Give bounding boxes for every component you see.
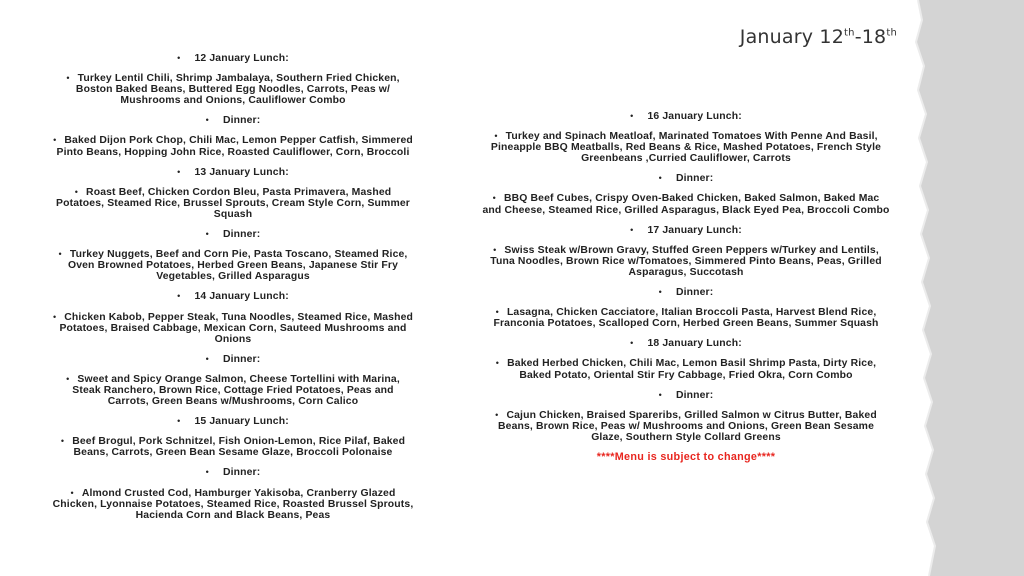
menu-items xyxy=(52,312,414,345)
menu-heading-text: 12 January Lunch: xyxy=(194,53,289,64)
bullet-icon: • xyxy=(205,353,209,364)
title-suffix-1: th xyxy=(844,27,855,39)
bullet-icon: • xyxy=(66,373,70,384)
menu-items-text: Beef Brogul, Pork Schnitzel, Fish Onion-Lemon, Rice Pilaf, Baked Beans, Carrots, Green Bean Sesame Glaze, Broccoli Polonaise xyxy=(72,436,406,459)
bullet-icon: • xyxy=(177,291,181,302)
menu-heading xyxy=(482,111,890,122)
bullet-icon: • xyxy=(630,338,634,349)
bullet-icon: • xyxy=(205,115,209,126)
bullet-icon: • xyxy=(205,467,209,478)
menu-items-text: Baked Dijon Pork Chop, Chili Mac, Lemon Pepper Catfish, Simmered Pinto Beans, Hopping John Rice, Roasted Cauliflower, Corn, Broccoli xyxy=(56,135,413,158)
bullet-icon: • xyxy=(495,307,499,318)
menu-items-text: Almond Crusted Cod, Hamburger Yakisoba, Cranberry Glazed Chicken, Lyonnaise Potatoes, Steamed Rice, Roasted Brussel Sprouts, Hacienda Corn and Black Beans, Peas xyxy=(52,487,414,521)
menu-heading-text: Dinner: xyxy=(222,229,261,241)
menu-heading xyxy=(52,53,414,64)
menu-heading-text: 13 January Lunch: xyxy=(194,166,289,178)
menu-items-text: Turkey Nuggets, Beef and Corn Pie, Pasta Toscano, Steamed Rice, Oven Browned Potatoes, Herbed Green Beans, Japanese Stir Fry Vegetables, Grilled Asparagus xyxy=(67,249,408,283)
menu-change-notice: ****Menu is subject to change**** xyxy=(596,450,776,463)
menu-heading xyxy=(482,338,890,349)
menu-heading xyxy=(52,229,414,240)
menu-heading-text: Dinner: xyxy=(222,115,261,127)
menu-heading xyxy=(52,467,414,478)
menu-heading-text: 16 January Lunch: xyxy=(647,111,742,122)
menu-items-text: Swiss Steak w/Brown Gravy, Stuffed Green Peppers w/Turkey and Lentils, Tuna Noodles, Brown Rice w/Tomatoes, Simmered Pinto Beans, Peas, Grilled Asparagus, Succotash xyxy=(490,244,882,278)
bullet-icon: • xyxy=(177,416,181,427)
menu-items xyxy=(52,187,414,220)
bullet-icon: • xyxy=(177,166,181,177)
bullet-icon: • xyxy=(658,173,662,184)
left-menu-column xyxy=(52,53,414,530)
bullet-icon: • xyxy=(58,249,62,260)
bullet-icon: • xyxy=(66,73,70,84)
menu-heading xyxy=(482,173,890,184)
menu-items xyxy=(482,245,890,278)
menu-items xyxy=(52,488,414,521)
menu-heading xyxy=(482,287,890,298)
page-title xyxy=(740,26,897,48)
bullet-icon: • xyxy=(60,436,65,447)
menu-items xyxy=(482,307,890,329)
menu-items-text: Chicken Kabob, Pepper Steak, Tuna Noodles, Steamed Rice, Mashed Potatoes, Braised Cabbage, Mexican Corn, Sauteed Mushrooms and Onions xyxy=(59,311,414,345)
menu-items xyxy=(482,358,890,380)
menu-heading xyxy=(482,225,890,236)
bullet-icon: • xyxy=(492,193,496,204)
menu-heading-text: 18 January Lunch: xyxy=(647,338,742,350)
menu-heading-text: 17 January Lunch: xyxy=(647,224,742,236)
menu-items xyxy=(52,73,414,106)
menu-items xyxy=(482,131,890,164)
menu-heading xyxy=(52,115,414,126)
menu-heading xyxy=(52,416,414,427)
menu-heading-text: Dinner: xyxy=(222,353,261,365)
menu-items-text: Lasagna, Chicken Cacciatore, Italian Broccoli Pasta, Harvest Blend Rice, Franconia Potatoes, Scalloped Corn, Herbed Green Beans, Summer Squash xyxy=(493,307,879,330)
bullet-icon: • xyxy=(495,409,499,420)
bullet-icon: • xyxy=(205,229,209,240)
menu-heading xyxy=(52,167,414,178)
menu-items-text: Turkey and Spinach Meatloaf, Marinated Tomatoes With Penne And Basil, Pineapple BBQ Meatballs, Red Beans & Rice, Mashed Potatoes, French Style Greenbeans ,Curried Cauliflower, Carrots xyxy=(490,131,882,165)
menu-heading xyxy=(52,291,414,302)
bullet-icon: • xyxy=(494,131,498,142)
menu-items-text: Turkey Lentil Chili, Shrimp Jambalaya, Southern Fried Chicken, Boston Baked Beans, Buttered Egg Noodles, Carrots, Peas w/ Mushrooms and Onions, Cauliflower Combo xyxy=(75,73,400,107)
right-menu-column xyxy=(482,111,890,474)
title-suffix-2: th xyxy=(886,27,897,39)
bullet-icon: • xyxy=(53,135,57,146)
bullet-icon: • xyxy=(493,244,497,255)
bullet-icon: • xyxy=(495,358,500,369)
menu-items-text: BBQ Beef Cubes, Crispy Oven-Baked Chicken, Baked Salmon, Baked Mac and Cheese, Steamed Rice, Grilled Asparagus, Black Eyed Pea, Broccoli Combo xyxy=(482,193,890,216)
bullet-icon: • xyxy=(70,487,74,498)
menu-items xyxy=(52,374,414,407)
bullet-icon: • xyxy=(177,53,181,63)
bullet-icon: • xyxy=(52,311,57,322)
bullet-icon: • xyxy=(658,287,662,298)
menu-heading xyxy=(52,354,414,365)
title-prefix: January 12 xyxy=(739,26,845,48)
bullet-icon: • xyxy=(74,186,79,197)
menu-heading xyxy=(482,390,890,401)
bullet-icon: • xyxy=(630,111,634,121)
menu-items xyxy=(52,249,414,282)
menu-heading-text: 15 January Lunch: xyxy=(194,416,289,428)
menu-items xyxy=(482,410,890,443)
menu-items-text: Cajun Chicken, Braised Spareribs, Grilled Salmon w Citrus Butter, Baked Beans, Brown Rice, Peas w/ Mushrooms and Onions, Green Bean Sesame Glaze, Southern Style Collard Greens xyxy=(498,409,877,443)
menu-items xyxy=(482,193,890,215)
menu-items-text: Baked Herbed Chicken, Chili Mac, Lemon Basil Shrimp Pasta, Dirty Rice, Baked Potato, Oriental Stir Fry Cabbage, Fried Okra, Corn Combo xyxy=(507,358,877,381)
bullet-icon: • xyxy=(630,224,634,235)
menu-items xyxy=(52,436,414,458)
menu-heading-text: Dinner: xyxy=(675,287,714,299)
menu-items-text: Sweet and Spicy Orange Salmon, Cheese Tortellini with Marina, Steak Ranchero, Brown Rice, Cottage Fried Potatoes, Peas and Carrots, Green Beans w/Mushrooms, Corn Calico xyxy=(72,373,400,408)
menu-heading-text: Dinner: xyxy=(675,173,714,185)
menu-heading-text: Dinner: xyxy=(675,389,714,401)
menu-heading-text: 14 January Lunch: xyxy=(194,291,289,303)
menu-items xyxy=(52,135,414,157)
bullet-icon: • xyxy=(658,389,662,400)
menu-heading-text: Dinner: xyxy=(222,467,261,479)
menu-items-text: Roast Beef, Chicken Cordon Bleu, Pasta Primavera, Mashed Potatoes, Steamed Rice, Brussel Sprouts, Cream Style Corn, Summer Squash xyxy=(56,186,410,220)
title-range: -18 xyxy=(854,26,887,48)
